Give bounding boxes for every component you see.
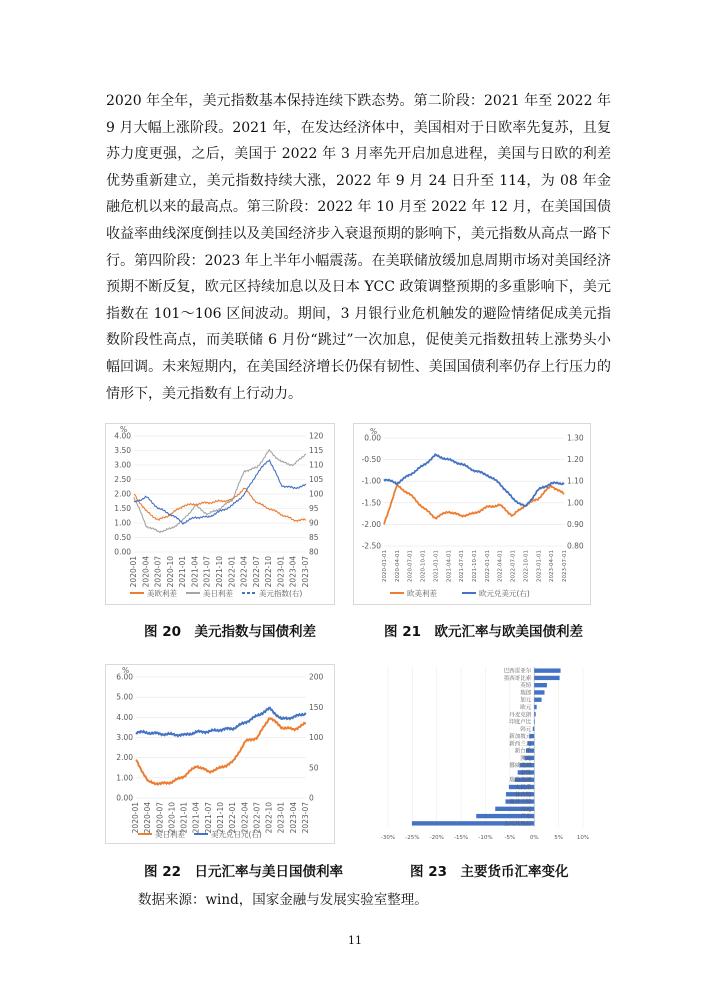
fig23-xtick: -30% (380, 835, 396, 841)
svg22-series-line (136, 718, 306, 784)
svg21-ytick-right: 0.90 (567, 519, 584, 529)
fig23-category-label: 新西兰元 (509, 741, 532, 748)
caption-fig22: 图 22 日元汇率与美日国债利率 (144, 864, 343, 880)
fig23-bar (534, 668, 560, 672)
svg21-xtick: 2020-10-01 (420, 550, 427, 582)
svg21-xtick: 2021-04-01 (446, 550, 453, 582)
svg21-ytick-left: -1.00 (361, 476, 381, 486)
svg20-xtick: 2020-10 (165, 556, 175, 588)
svg21-ytick-right: 1.30 (567, 433, 584, 443)
svg22-series-line (136, 708, 306, 737)
fig23-category-label: 韩元 (520, 726, 532, 733)
svg20-ytick-right: 110 (309, 460, 324, 470)
svg22-legend-label: 美日利差 (155, 830, 185, 839)
fig23-bar (534, 719, 535, 723)
fig23-xtick: -10% (478, 835, 493, 841)
svg20-ytick-left: 3.00 (114, 460, 131, 470)
chart-fig20 (105, 423, 335, 605)
svg20-xtick: 2022-10 (264, 556, 274, 588)
svg20-ytick-right: 115 (309, 446, 324, 455)
fig23-xtick: 10% (576, 835, 590, 841)
svg22-ytick-right: 200 (309, 672, 324, 682)
svg20-unit-label: % (120, 425, 128, 434)
fig23-category-label: 加元 (520, 697, 532, 704)
svg22-legend-label: 美元兑日元(右) (211, 830, 262, 839)
svg21-xtick: 2023-04-01 (549, 550, 556, 582)
fig23-category-label: 卢布 (520, 814, 532, 821)
svg21-xtick: 2022-07-01 (510, 550, 517, 582)
svg22-unit-label: % (122, 666, 130, 675)
svg21-ytick-left: -1.50 (361, 498, 381, 508)
fig23-category-label: 南非兰特 (509, 799, 532, 806)
svg22-xtick: 2023-01 (276, 802, 286, 834)
body-paragraph: 2020 年全年，美元指数基本保持连续下跌态势。第二阶段：2021 年至 2022 年 9 月大幅上涨阶段。2021 年，在发达经济体中，美国相对于日欧率先复苏，且复苏力度更强，之后，美国于 2022 年 3 月率先开启加息进程，美国与日欧的利差优势重新建立，美元指数持续大涨，2022 年 9 月 24 日升至 114，为 08 年金融危机以来的最高点。第三阶段：2022 年 10 月至 2022 年 12 月，在美国国债收益率曲线深度倒挂以及美国经济步入衰退预期的影响下，美元指数从高点一路下行。第四阶段：2023 年上半年小幅震荡。在美联储放缓加息周期市场对美国经济预期不断反复，欧元区持续加息以及日本 YCC 政策调整预期的多重影响下，美元指数在 101～106 区间波动。期间，3 月银行业危机触发的避险情绪促成美元指数阶段性高点，而美联储 6 月份“跳过”一次加息，促使美元指数扭转上涨势头小幅回调。未来短期内，在美国经济增长仍保有韧性、美国国债利率仍存上行压力的情形下，美元指数有上行动力。 (106, 93, 611, 402)
fig23-bar (534, 698, 541, 702)
svg21-ytick-left: -2.50 (361, 541, 381, 551)
svg22-ytick-left: 4.00 (116, 712, 133, 722)
svg21-xtick: 2021-01-01 (433, 550, 440, 582)
chart-fig20-svg (106, 424, 334, 604)
svg21-ytick-right: 1.20 (567, 455, 584, 465)
svg21-unit-label: % (370, 427, 378, 436)
svg21-xtick: 2023-07-01 (562, 550, 568, 582)
fig23-xtick: 0% (529, 835, 539, 841)
svg20-ytick-left: 2.00 (114, 489, 131, 499)
fig23-bar (534, 705, 536, 709)
fig23-category-label: 墨西哥比索 (503, 675, 532, 682)
svg22-xtick: 2023-04 (288, 802, 298, 834)
svg21-xtick: 2022-10-01 (523, 550, 530, 582)
fig23-category-label: 澳元 (520, 755, 532, 762)
svg22-xtick: 2021-04 (191, 802, 201, 834)
source-note: 数据来源：wind，国家金融与发展实验室整理。 (138, 892, 428, 908)
svg22-ytick-right: 150 (309, 702, 324, 712)
svg22-xtick: 2020-04 (143, 802, 153, 834)
svg20-xtick: 2023-01 (276, 556, 286, 588)
svg22-ytick-left: 6.00 (116, 672, 133, 682)
svg20-xtick: 2022-04 (239, 556, 249, 588)
svg20-ytick-left: 1.00 (114, 518, 131, 528)
fig23-bar (534, 712, 535, 716)
fig23-category-label: 印度卢比 (509, 719, 532, 726)
svg21-xtick: 2023-01-01 (536, 550, 543, 582)
svg20-ytick-right: 120 (309, 431, 324, 441)
fig23-xtick: -15% (454, 835, 469, 841)
fig23-category-label: 欧元 (520, 705, 532, 711)
svg22-xtick: 2020-10 (167, 802, 177, 834)
svg22-ytick-right: 0 (309, 793, 314, 803)
svg22-ytick-left: 1.00 (116, 773, 133, 783)
fig23-bar (533, 727, 534, 731)
svg20-ytick-right: 105 (309, 475, 324, 484)
svg20-series-line (134, 488, 306, 521)
svg21-xtick: 2021-07-01 (459, 550, 466, 582)
svg21-legend-label: 欧元兑美元(右) (479, 589, 530, 598)
fig23-category-label: 挪威克朗 (509, 763, 532, 770)
svg22-xtick: 2022-10 (264, 802, 274, 834)
fig23-category-label: 瑞典克朗 (509, 777, 532, 784)
chart-fig23-svg (368, 659, 596, 845)
fig23-category-label: 丹麦克朗 (509, 712, 532, 719)
caption-fig23: 图 23 主要货币汇率变化 (410, 864, 569, 880)
svg20-ytick-right: 100 (309, 489, 324, 499)
svg20-xtick: 2021-07 (202, 556, 212, 588)
svg20-legend-label: 美欧利差 (147, 589, 177, 598)
svg22-ytick-right: 50 (309, 763, 319, 773)
svg21-legend-label: 欧美利差 (407, 589, 437, 598)
svg20-ytick-left: 4.00 (114, 431, 131, 441)
svg22-xtick: 2020-01 (131, 802, 140, 834)
svg20-ytick-left: 3.50 (114, 446, 131, 455)
fig23-category-label: 泰铢 (520, 770, 532, 777)
svg21-xtick: 2022-01-01 (484, 550, 491, 582)
chart-fig22-svg (106, 665, 334, 843)
svg21-ytick-left: -2.00 (361, 519, 381, 529)
fig23-category-label: 林吉特 (514, 792, 532, 799)
svg21-ytick-right: 1.00 (567, 498, 584, 508)
svg22-ytick-right: 100 (309, 733, 324, 742)
svg21-xtick: 2020-01-01 (382, 550, 388, 582)
svg22-xtick: 2021-07 (203, 802, 213, 834)
caption-fig20: 图 20 美元指数与国债利差 (144, 624, 316, 640)
fig23-xtick: -25% (405, 835, 420, 841)
svg20-ytick-right: 80 (309, 547, 319, 557)
svg22-xtick: 2022-04 (240, 802, 250, 834)
svg20-xtick: 2022-07 (251, 556, 261, 588)
fig23-bar (534, 676, 559, 680)
svg20-xtick: 2023-07 (301, 556, 310, 588)
chart-fig21 (353, 423, 591, 605)
caption-fig21: 图 21 欧元汇率与欧美国债利差 (384, 624, 583, 640)
svg20-ytick-right: 95 (309, 504, 319, 513)
fig23-category-label: 巴西雷亚尔 (503, 668, 532, 675)
svg22-ytick-left: 3.00 (116, 733, 133, 742)
fig23-category-label: 英镑 (520, 683, 532, 690)
svg21-xtick: 2021-10-01 (472, 550, 478, 582)
svg20-xtick: 2020-07 (153, 556, 163, 588)
svg20-ytick-left: 0.50 (114, 533, 131, 542)
svg22-xtick: 2022-07 (252, 802, 262, 834)
svg20-ytick-left: 2.50 (114, 475, 131, 484)
svg20-ytick-right: 90 (309, 518, 319, 528)
fig23-xtick: -5% (504, 835, 516, 841)
svg21-series-line (384, 454, 564, 506)
fig23-category-label: 土耳其里拉 (503, 821, 532, 828)
fig23-category-label: 日元 (520, 806, 532, 813)
svg20-xtick: 2022-01 (227, 556, 237, 588)
svg21-ytick-left: 0.00 (364, 433, 381, 443)
svg20-legend-label: 美日利差 (203, 589, 233, 598)
svg20-xtick: 2020-01 (129, 556, 138, 588)
svg20-ytick-right: 85 (309, 533, 319, 542)
svg22-xtick: 2022-01 (228, 802, 238, 834)
svg20-xtick: 2020-04 (141, 556, 151, 588)
svg21-ytick-left: -0.50 (361, 455, 381, 465)
svg21-xtick: 2020-07-01 (407, 550, 414, 582)
svg21-ytick-right: 1.10 (567, 476, 584, 486)
fig23-category-label: 瑞郎 (520, 690, 532, 697)
svg21-ytick-right: 0.80 (567, 541, 584, 551)
svg20-xtick: 2021-01 (178, 556, 188, 588)
svg20-xtick: 2021-04 (190, 556, 200, 588)
chart-fig22 (105, 664, 335, 844)
svg20-xtick: 2023-04 (288, 556, 298, 588)
fig23-category-label: 人民币 (514, 785, 532, 791)
svg21-xtick: 2020-04-01 (394, 550, 401, 582)
fig23-category-label: 新加坡元 (509, 734, 532, 741)
svg22-xtick: 2021-01 (179, 802, 189, 834)
svg22-xtick: 2023-07 (301, 802, 310, 834)
svg21-xtick: 2022-04-01 (497, 550, 504, 582)
svg22-ytick-left: 2.00 (116, 753, 133, 763)
fig23-xtick: 5% (554, 835, 563, 841)
svg22-ytick-left: 0.00 (116, 793, 133, 803)
svg20-xtick: 2021-10 (215, 556, 224, 588)
fig23-bar (534, 690, 544, 694)
chart-fig21-svg (354, 424, 590, 604)
fig23-bar (534, 683, 547, 687)
svg22-xtick: 2021-10 (216, 802, 225, 834)
svg20-series-line (134, 450, 306, 533)
fig23-category-label: 新台币 (514, 748, 532, 755)
page-number: 11 (348, 934, 362, 947)
svg22-xtick: 2020-07 (155, 802, 165, 834)
svg22-ytick-left: 5.00 (116, 692, 133, 702)
svg20-ytick-left: 1.50 (114, 504, 131, 513)
fig23-xtick: -20% (429, 835, 444, 841)
svg20-ytick-left: 0.00 (114, 547, 131, 557)
svg20-legend-label: 美元指数(右) (259, 589, 303, 598)
chart-fig23 (368, 659, 596, 845)
